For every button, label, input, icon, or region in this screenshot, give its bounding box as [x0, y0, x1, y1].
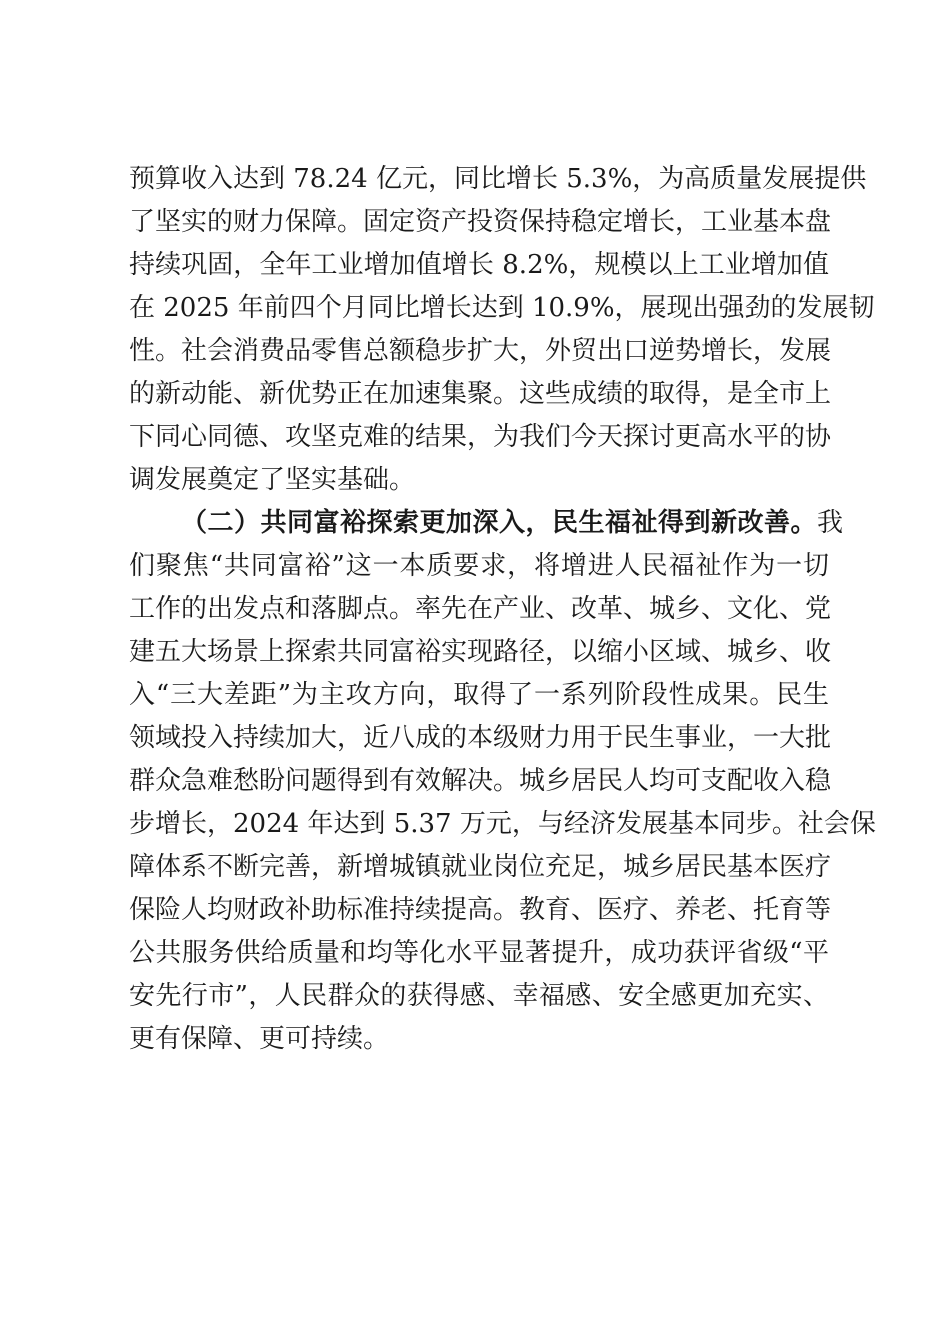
text-line: 建五大场景上探索共同富裕实现路径，以缩小区域、城乡、收 [129, 637, 832, 667]
paragraph-budget-and-growth [129, 158, 875, 502]
text-line: 步增长，2024 年达到 5.37 万元，与经济发展基本同步。社会保 [129, 809, 876, 839]
text-line: 在 2025 年前四个月同比增长达到 10.9%，展现出强劲的发展韧 [129, 293, 875, 323]
text-line: 保险人均财政补助标准持续提高。教育、医疗、养老、托育等 [129, 895, 832, 925]
text-line: 群众急难愁盼问题得到有效解决。城乡居民人均可支配收入稳 [129, 766, 832, 796]
text-line: 的新动能、新优势正在加速集聚。这些成绩的取得，是全市上 [129, 379, 832, 409]
text-line: 持续巩固，全年工业增加值增长 8.2%，规模以上工业增加值 [129, 250, 829, 280]
text-line: 调发展奠定了坚实基础。 [129, 465, 416, 495]
text-line: 预算收入达到 78.24 亿元，同比增长 5.3%，为高质量发展提供 [129, 164, 867, 194]
text-line: 工作的出发点和落脚点。率先在产业、改革、城乡、文化、党 [129, 594, 832, 624]
section-heading: （二）共同富裕探索更加深入，民生福祉得到新改善。 [181, 508, 818, 538]
paragraph-first-line [129, 502, 844, 545]
text-line: 安先行市”，人民群众的获得感、幸福感、安全感更加充实、 [129, 981, 829, 1011]
text-line: 性。社会消费品零售总额稳步扩大，外贸出口逆势增长，发展 [129, 336, 832, 366]
text-line: 领域投入持续加大，近八成的本级财力用于民生事业，一大批 [129, 723, 832, 753]
text-line: 障体系不断完善，新增城镇就业岗位充足，城乡居民基本医疗 [129, 852, 832, 882]
text-line: 更有保障、更可持续。 [129, 1024, 390, 1054]
paragraph-common-prosperity [129, 502, 876, 1061]
text-line: 了坚实的财力保障。固定资产投资保持稳定增长，工业基本盘 [129, 207, 832, 237]
text-line: 们聚焦“共同富裕”这一本质要求，将增进人民福祉作为一切 [129, 551, 829, 581]
text-fragment: 我 [817, 508, 844, 538]
text-line: 下同心同德、攻坚克难的结果，为我们今天探讨更高水平的协 [129, 422, 832, 452]
document-body [129, 158, 876, 1061]
text-line: 入“三大差距”为主攻方向，取得了一系列阶段性成果。民生 [129, 680, 829, 710]
text-line: 公共服务供给质量和均等化水平显著提升，成功获评省级“平 [129, 938, 829, 968]
